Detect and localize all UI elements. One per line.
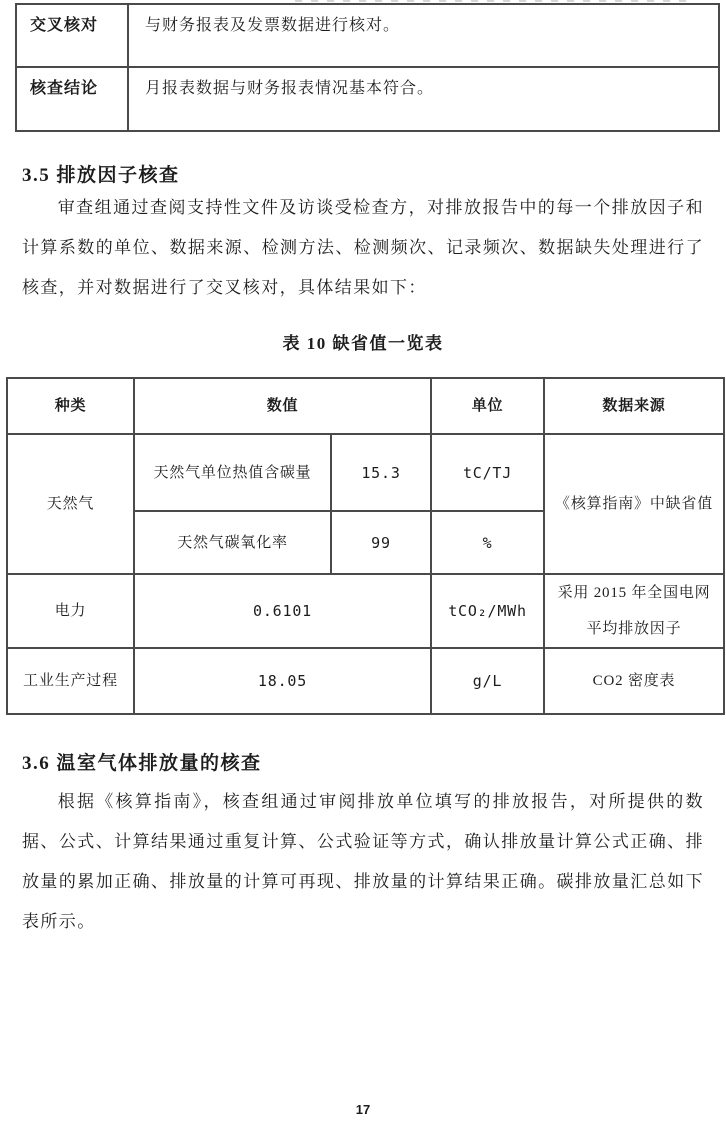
crosscheck-table [15,3,720,132]
table-row [16,4,719,67]
previous-row-cropped-remnant [295,0,695,2]
cell-factor-value: 18.05 [134,648,431,714]
conclusion-row-label: 核查结论 [16,67,128,131]
table-row [16,67,719,131]
table-row [7,434,724,511]
header-value: 数值 [134,378,431,434]
cell-category-natural-gas: 天然气 [7,434,134,574]
default-values-table [6,377,725,715]
section-3-5-paragraph: 审查组通过查阅支持性文件及访谈受检查方，对排放报告中的每一个排放因子和计算系数的单位、数据来源、检测方法、检测频次、记录频次、数据缺失处理进行了核查，并对数据进行了交叉核对，具体结果如下： [22,198,704,297]
table-header-row [7,378,724,434]
section-3-6-paragraph: 根据《核算指南》，核查组通过审阅排放单位填写的排放报告，对所提供的数据、公式、计算结果通过重复计算、公式验证等方式，确认排放量计算公式正确、排放量的累加正确、排放量的计算可再现、排放量的计算结果正确。碳排放量汇总如下表所示。 [22,792,704,931]
page-number: 17 [355,1102,371,1117]
cell-factor-unit: g/L [431,648,544,714]
conclusion-row-content: 月报表数据与财务报表情况基本符合。 [128,67,719,131]
cell-factor-name: 天然气碳氧化率 [134,511,331,574]
cell-factor-value: 15.3 [331,434,431,511]
cell-factor-unit: tCO₂/MWh [431,574,544,648]
table-row [7,648,724,714]
cell-source-industrial-process: CO2 密度表 [544,648,724,714]
table-10-caption: 表 10 缺省值一览表 [282,334,444,353]
section-3-5-heading: 3.5 排放因子核查 [22,165,180,186]
cell-factor-unit: % [431,511,544,574]
table-row [7,574,724,648]
header-unit: 单位 [431,378,544,434]
cell-factor-name: 天然气单位热值含碳量 [134,434,331,511]
cell-category-industrial-process: 工业生产过程 [7,648,134,714]
cell-factor-unit: tC/TJ [431,434,544,511]
header-source: 数据来源 [544,378,724,434]
crosscheck-row-content: 与财务报表及发票数据进行核对。 [128,4,719,67]
cell-factor-value: 99 [331,511,431,574]
cell-source-electricity: 采用 2015 年全国电网平均排放因子 [544,574,724,648]
crosscheck-row-label: 交叉核对 [16,4,128,67]
section-3-6-heading: 3.6 温室气体排放量的核查 [22,753,262,774]
cell-category-electricity: 电力 [7,574,134,648]
cell-factor-value: 0.6101 [134,574,431,648]
cell-source-natural-gas: 《核算指南》中缺省值 [544,434,724,574]
header-category: 种类 [7,378,134,434]
